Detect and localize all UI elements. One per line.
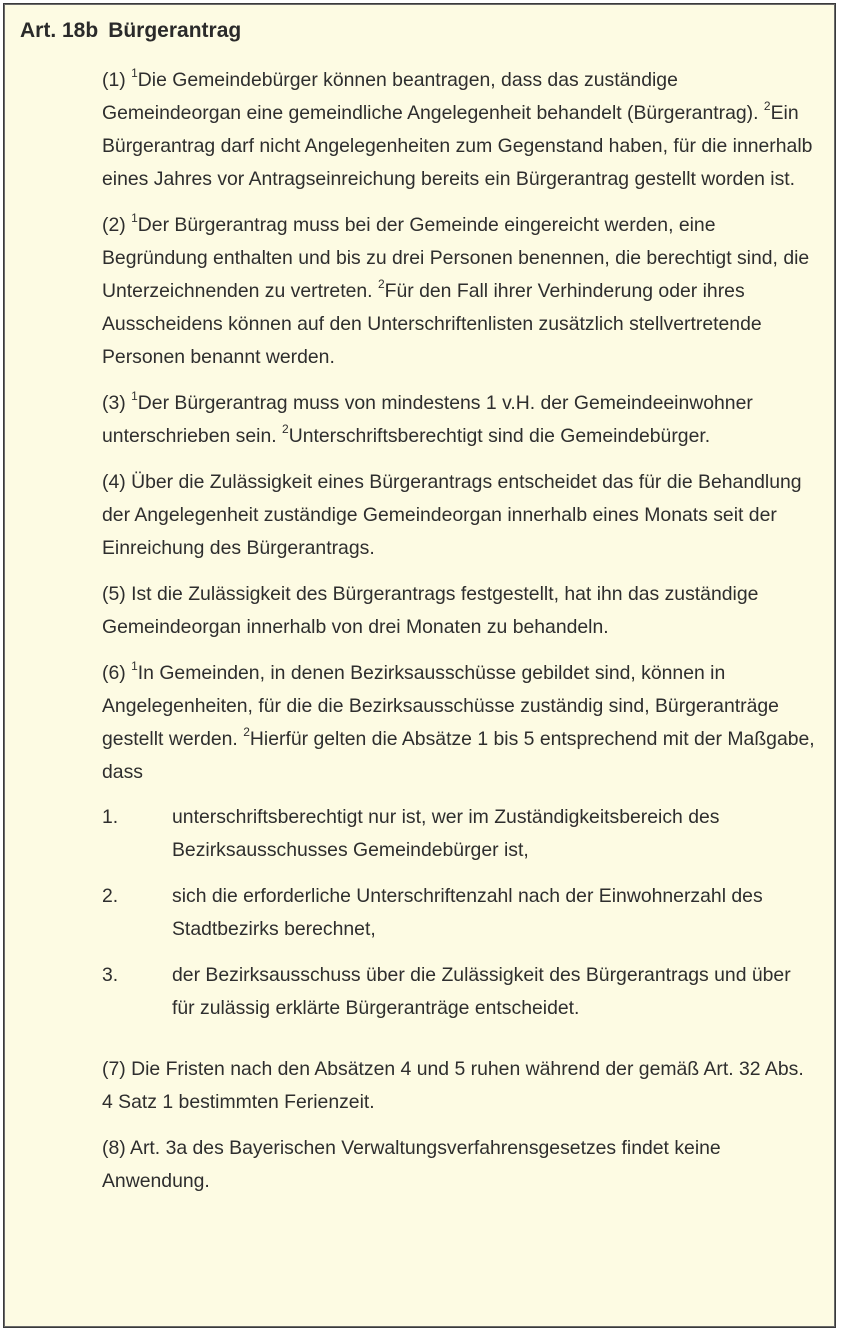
sentence-number: 2 [377,276,385,291]
sentence-number: 1 [131,210,138,225]
list-item-text: der Bezirksausschuss über die Zulässigkeit des Bürgerantrags und über für zulässig erklärte Bürgeranträge entscheidet. [172,964,791,1019]
paragraph-5: (5) Ist die Zulässigkeit des Bürgerantrags festgestellt, hat ihn das zuständige Gemeindeorgan innerhalb von drei Monaten zu behandeln. [102,583,759,638]
list-item [102,801,817,867]
paragraph-3: (3) $^1$Der Bürgerantrag muss von mindestens 1 v.H. der Gemeindeeinwohner unterschrieben sein. $^2$Unterschriftsberechtigt sind die Gemeindebürger. [102,388,753,447]
sentence-number: 2 [763,98,771,113]
paragraph-6 [102,657,817,1025]
sentence-number: 1 [131,65,138,80]
document-page [3,3,836,1328]
sentence-number: 1 [131,658,138,673]
numbered-list [102,801,817,1025]
sentence-number: 2 [282,421,289,436]
list-item-text: sich die erforderliche Unterschriftenzahl nach der Einwohnerzahl des Stadtbezirks berechnet, [172,885,763,940]
paragraph-2: (2) $^1$Der Bürgerantrag muss bei der Gemeinde eingereicht werden, eine Begründung enthalten und bis zu drei Personen benennen, die berechtigt sind, die Unterzeichnenden zu vertreten. $^2$Für den Fall ihrer Verhinderung oder ihres Ausscheidens können auf den Unterschriftenlisten zusätzlich stellvertretende Personen benannt werden. [102,210,810,368]
list-marker: 2. [102,885,119,907]
article-number: Art. 18b [20,19,99,42]
list-marker: 1. [102,806,119,828]
list-item-text: unterschriftsberechtigt nur ist, wer im Zuständigkeitsbereich des Bezirksausschusses Gemeindebürger ist, [172,806,720,861]
list-item [102,880,817,946]
paragraph-6-intro: (6) $^1$In Gemeinden, in denen Bezirksausschüsse gebildet sind, können in Angelegenheiten, für die die Bezirksausschüsse zuständig sind, Bürgeranträge gestellt werden. $^2$Hierfür gelten die Absätze 1 bis 5 entsprechend mit der Maßgabe, dass [102,658,815,783]
article-title: Bürgerantrag [108,19,242,42]
list-item [102,959,817,1025]
paragraph-4: (4) Über die Zulässigkeit eines Bürgerantrags entscheidet das für die Behandlung der Angelegenheit zuständige Gemeindeorgan innerhalb eines Monats seit der Einreichung des Bürgerantrags. [102,471,802,559]
article-body [102,64,817,1211]
paragraph-7: (7) Die Fristen nach den Absätzen 4 und 5 ruhen während der gemäß Art. 32 Abs. 4 Satz 1 bestimmten Ferienzeit. [102,1058,804,1113]
sentence-number: 1 [131,388,138,403]
paragraph-8: (8) Art. 3a des Bayerischen Verwaltungsverfahrensgesetzes findet keine Anwendung. [102,1137,721,1192]
sentence-number: 2 [243,724,250,739]
article-heading [20,19,241,43]
list-marker: 3. [102,964,119,986]
paragraph-1: (1) $^1$Die Gemeindebürger können beantragen, dass das zuständige Gemeindeorgan eine gemeindliche Angelegenheit behandelt (Bürgerantrag). $^2$Ein Bürgerantrag darf nicht Angelegenheiten zum Gegenstand haben, für die innerhalb eines Jahres vor Antragseinreichung bereits ein Bürgerantrag gestellt worden ist. [102,65,813,190]
